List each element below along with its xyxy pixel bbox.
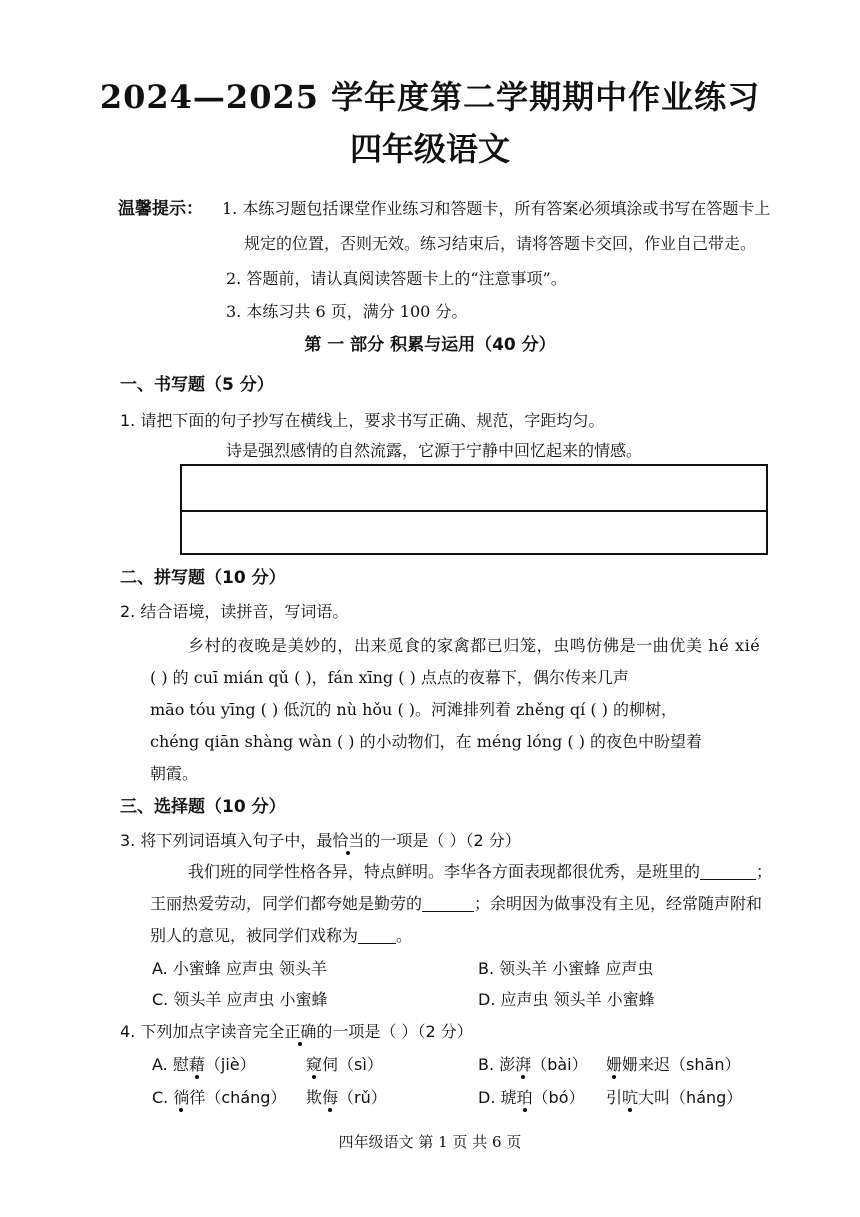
blank-3[interactable] xyxy=(358,927,396,944)
q4-option-d[interactable] xyxy=(478,1087,584,1109)
q4-option-c-word2[interactable] xyxy=(306,1087,387,1109)
q3-passage-text-2: ； xyxy=(756,862,773,881)
section2-title: 二、拼写题（10 分） xyxy=(120,568,286,588)
q3-passage-text-4: ；余明因为做事没有主见，经常随声附和 xyxy=(474,894,763,913)
q4a2-pinyin: （sì） xyxy=(338,1055,383,1074)
q4b-dotted: 湃 xyxy=(515,1055,532,1074)
question-2: 2. 结合语境，读拼音，写词语。 xyxy=(120,602,349,621)
writing-box[interactable] xyxy=(180,464,768,555)
tips-item-2: 2. 答题前，请认真阅读答题卡上的“注意事项”。 xyxy=(226,269,567,288)
pinyin-line-3: māo tóu yīng ( ) 低沉的 nù hǒu ( )。河滩排列着 zhěng qí ( ) 的柳树， xyxy=(150,700,678,719)
tips-item-1a: 1. 本练习题包括课堂作业练习和答题卡，所有答案必须填涂或书写在答题卡上 xyxy=(222,199,771,218)
q4b-label: B. xyxy=(478,1055,500,1074)
q4c-pinyin: （cháng） xyxy=(205,1088,287,1107)
q4d-dotted: 珀 xyxy=(516,1088,533,1107)
q4c-dotted: 徜 xyxy=(173,1088,190,1107)
q3-pre: 3. 将下列词语填入句子中，最 xyxy=(120,831,333,850)
q4b-char: 澎 xyxy=(499,1055,516,1074)
q4-option-a[interactable] xyxy=(152,1054,256,1076)
q3-option-c[interactable]: C. 领头羊 应声虫 小蜜蜂 xyxy=(152,990,328,1009)
q4b2-dotted: 姗 xyxy=(606,1055,623,1074)
q4-option-c[interactable] xyxy=(152,1087,286,1109)
q4c-label: C. xyxy=(152,1088,174,1107)
q4-option-d-word2[interactable] xyxy=(606,1087,742,1109)
q3-emphasis: 恰当 xyxy=(332,831,365,850)
part1-title: 第 一 部分 积累与运用（40 分） xyxy=(304,335,556,355)
q3-passage-text-6: 。 xyxy=(396,926,413,945)
q3-passage-text-5: 别人的意见，被同学们戏称为 xyxy=(150,926,359,945)
q4-option-a-word2[interactable] xyxy=(306,1054,383,1076)
blank-1[interactable] xyxy=(700,863,756,880)
pinyin-line-5: 朝霞。 xyxy=(150,764,199,783)
q3-passage-line-3 xyxy=(150,925,412,947)
q4b2-pinyin: （shān） xyxy=(670,1055,741,1074)
question-1: 1. 请把下面的句子抄写在横线上，要求书写正确、规范，字距均匀。 xyxy=(120,411,605,430)
section3-title: 三、选择题（10 分） xyxy=(120,797,286,817)
blank-2[interactable] xyxy=(422,895,474,912)
tips-item-3: 3. 本练习共 6 页，满分 100 分。 xyxy=(226,302,468,321)
q4c2-pinyin: （rǔ） xyxy=(338,1088,387,1107)
q3-option-a[interactable]: A. 小蜜蜂 应声虫 领头羊 xyxy=(152,959,328,978)
q4d2-chars: 大叫 xyxy=(638,1088,671,1107)
q4d2-char: 引 xyxy=(606,1088,623,1107)
page-footer: 四年级语文 第 1 页 共 6 页 xyxy=(338,1133,522,1151)
question-4 xyxy=(120,1021,473,1043)
writing-box-divider xyxy=(182,510,766,512)
copy-sentence: 诗是强烈感情的自然流露，它源于宁静中回忆起来的情感。 xyxy=(226,441,643,460)
q3-passage-line-2 xyxy=(150,893,762,915)
section1-title: 一、书写题（5 分） xyxy=(120,375,274,395)
q4c2-dotted: 侮 xyxy=(322,1088,339,1107)
q4-pre: 4. 下列加点字读音完全 xyxy=(120,1022,285,1041)
q4b2-chars: 姗来迟 xyxy=(622,1055,671,1074)
q3-passage-line-1 xyxy=(188,861,772,883)
q3-option-d[interactable]: D. 应声虫 领头羊 小蜜蜂 xyxy=(478,990,655,1009)
q4a-pinyin: （jiè） xyxy=(204,1055,256,1074)
q4-option-b-word2[interactable] xyxy=(606,1054,740,1076)
q4d2-pinyin: （háng） xyxy=(670,1088,743,1107)
q3-passage-text-3: 王丽热爱劳动，同学们都夸她是勤劳的 xyxy=(150,894,423,913)
q4-option-b[interactable] xyxy=(478,1054,588,1076)
q3-post: 的一项是（ ）（2 分） xyxy=(364,831,521,850)
tips-label: 温馨提示： xyxy=(118,199,203,219)
q4-post: 的一项是（ ）（2 分） xyxy=(316,1022,473,1041)
q4a-dotted: 藉 xyxy=(188,1055,205,1074)
q4a-char: 慰 xyxy=(172,1055,189,1074)
q4d-char: 琥 xyxy=(500,1088,517,1107)
page-title: 2024—2025 学年度第二学期期中作业练习 xyxy=(99,78,761,116)
q4a2-char: 伺 xyxy=(322,1055,339,1074)
q4a-label: A. xyxy=(152,1055,173,1074)
question-3 xyxy=(120,830,521,852)
q3-option-b[interactable]: B. 领头羊 小蜜蜂 应声虫 xyxy=(478,959,654,978)
pinyin-line-1: 乡村的夜晚是美妙的，出来觅食的家禽都已归笼，虫鸣仿佛是一曲优美 hé xié xyxy=(188,636,761,655)
q4c-char: 徉 xyxy=(189,1088,206,1107)
tips-item-1b: 规定的位置，否则无效。练习结束后，请将答题卡交回，作业自己带走。 xyxy=(244,234,757,253)
pinyin-line-4: chéng qiān shàng wàn ( ) 的小动物们，在 méng lóng ( ) 的夜色中盼望着 xyxy=(150,732,703,751)
q4d-pinyin: （bó） xyxy=(532,1088,585,1107)
page-subtitle: 四年级语文 xyxy=(349,130,510,168)
q4a2-dotted: 窥 xyxy=(306,1055,323,1074)
q3-passage-text-1: 我们班的同学性格各异，特点鲜明。李华各方面表现都很优秀，是班里的 xyxy=(188,862,701,881)
q4b-pinyin: （bài） xyxy=(531,1055,588,1074)
q4c2-char: 欺 xyxy=(306,1088,323,1107)
q4d-label: D. xyxy=(478,1088,501,1107)
q4d2-dotted: 吭 xyxy=(622,1088,639,1107)
q4-emphasis: 正确 xyxy=(284,1022,317,1041)
pinyin-line-2: ( ) 的 cuī mián qǔ ( )，fán xīng ( ) 点点的夜幕下，偶尔传来几声 xyxy=(150,668,629,687)
